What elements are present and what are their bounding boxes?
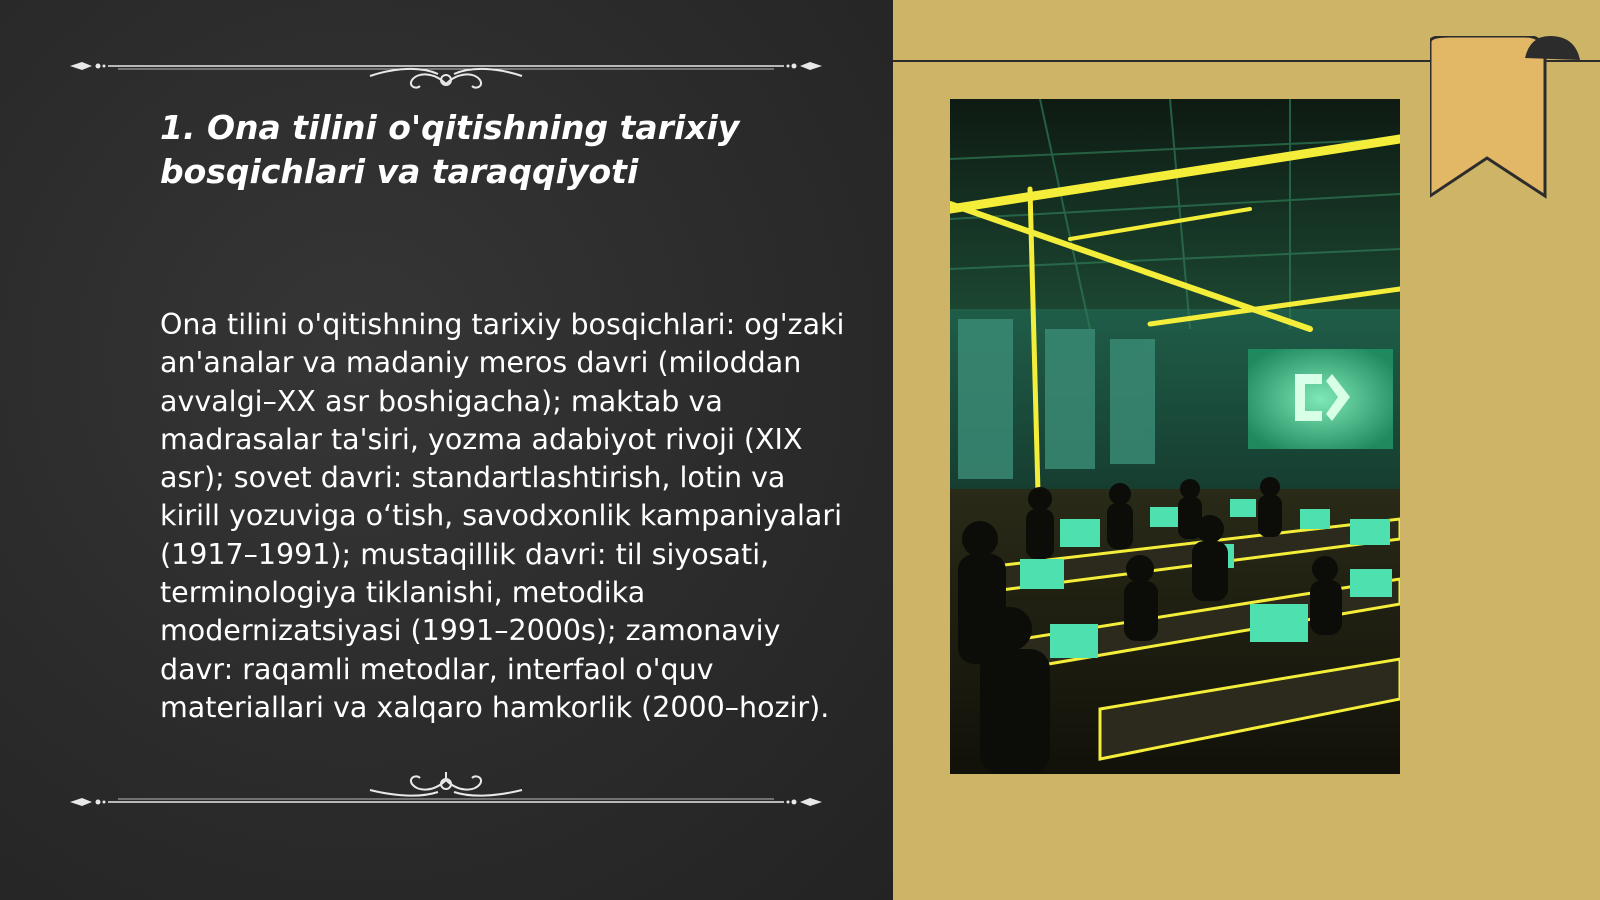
bookmark-ribbon-icon	[1430, 36, 1590, 206]
slide-body-text: Ona tilini o'qitishning tarixiy bosqichlari: og'zaki an'analar va madaniy meros davri (miloddan avvalgi–XX asr boshigacha); maktab va madrasalar ta'siri, yozma adabiyot rivoji (XIX asr); sovet davri: standartlashtirish, lotin va kirill yozuviga o‘tish, savodxonlik kampaniyalari (1917–1991); mustaqillik davri: til siyosati, terminologiya tiklanishi, metodika modernizatsiyasi (1991–2000s); zamonaviy davr: raqamli metodlar, interfaol o'quv materiallari va xalqaro hamkorlik (2000–hozir).	[160, 308, 845, 724]
slide-title: 1. Ona tilini o'qitishning tarixiy bosqichlari va taraqqiyoti	[160, 108, 740, 191]
classroom-photo	[950, 99, 1400, 774]
classroom-illustration	[950, 99, 1400, 774]
bottom-ornament-divider	[68, 770, 824, 820]
top-ornament-divider	[68, 42, 824, 92]
